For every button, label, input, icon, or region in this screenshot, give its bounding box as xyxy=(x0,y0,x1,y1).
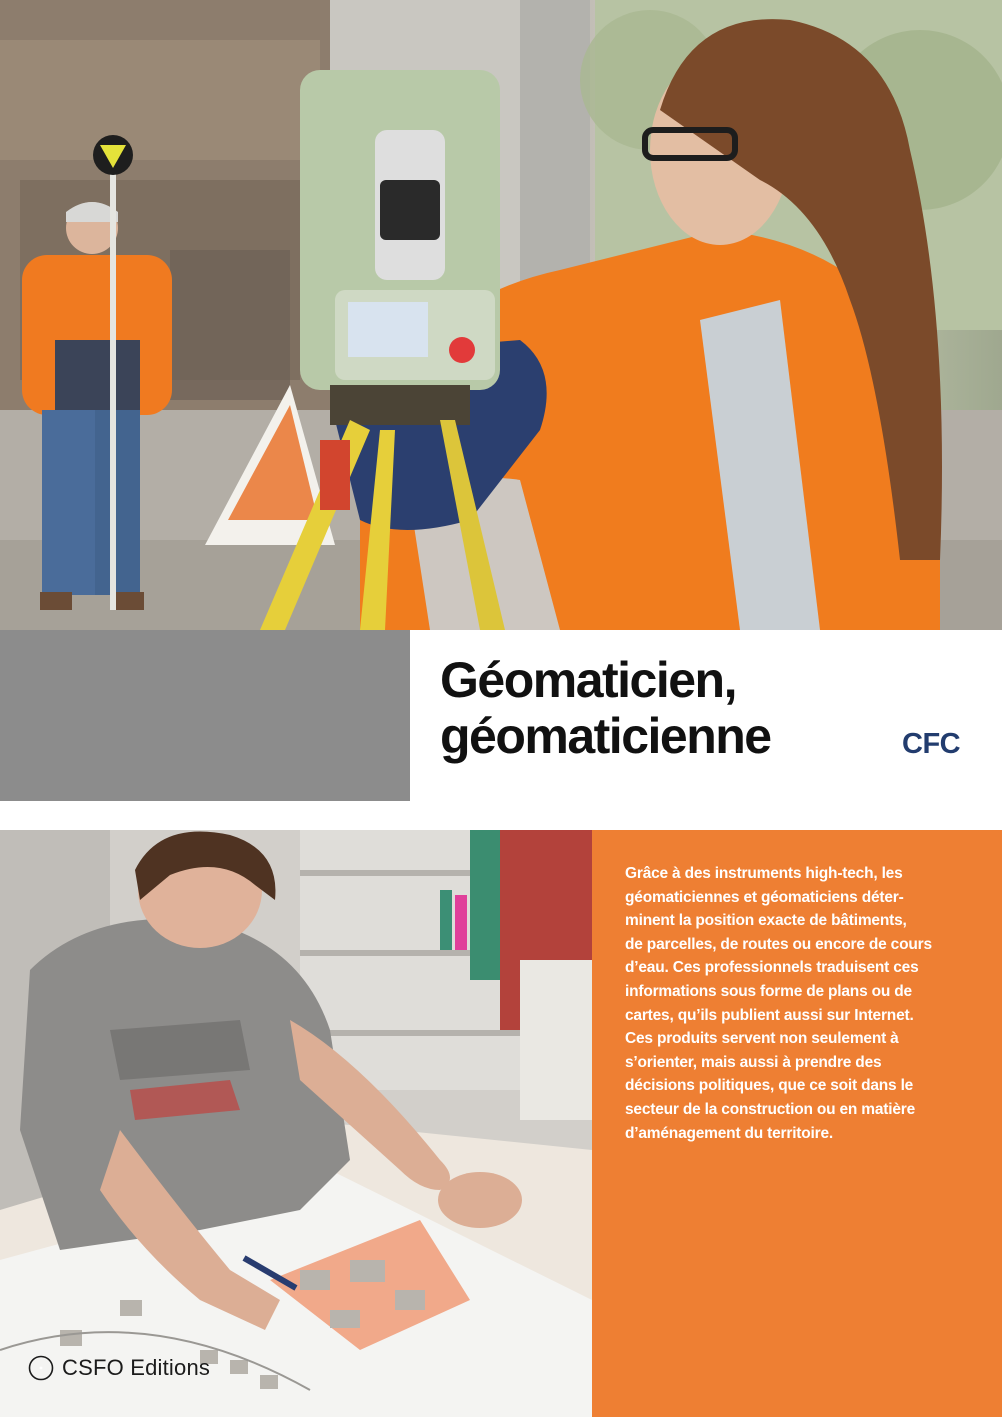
intro-line: d’aménagement du territoire. xyxy=(625,1124,834,1142)
intro-line: secteur de la construction ou en matière xyxy=(625,1100,916,1118)
page-title-line-2: géomaticienne xyxy=(440,708,771,764)
page-title xyxy=(440,652,870,764)
intro-line: décisions politiques, que ce soit dans le xyxy=(625,1077,914,1095)
intro-line: cartes, qu’ils publient aussi sur Internet. xyxy=(625,1006,914,1024)
intro-line: Grâce à des instruments high-tech, les xyxy=(625,865,903,882)
title-band-grey-block xyxy=(0,630,410,801)
intro-line: d’eau. Ces professionnels traduisent ces xyxy=(625,959,919,977)
page-title-line-1: Géomaticien, xyxy=(440,652,736,708)
intro-text xyxy=(625,862,955,1145)
publisher-logo xyxy=(28,1350,210,1386)
intro-panel xyxy=(592,830,1002,1417)
intro-line: Ces produits servent non seulement à xyxy=(625,1030,899,1048)
intro-line: de parcelles, de routes ou encore de cours xyxy=(625,935,932,953)
hero-photo-surveyors xyxy=(0,0,1002,630)
compass-icon xyxy=(28,1355,54,1381)
qualification-badge: CFC xyxy=(902,728,961,760)
intro-line: s’orienter, mais aussi à prendre des xyxy=(625,1053,882,1071)
intro-line: informations sous forme de plans ou de xyxy=(625,982,912,1000)
intro-line: minent la position exacte de bâtiments, xyxy=(625,912,907,930)
photo-apprentice-plan xyxy=(0,830,592,1417)
intro-line: géomaticiennes et géomaticiens déter- xyxy=(625,888,904,906)
publisher-name: CSFO Editions xyxy=(62,1355,211,1380)
